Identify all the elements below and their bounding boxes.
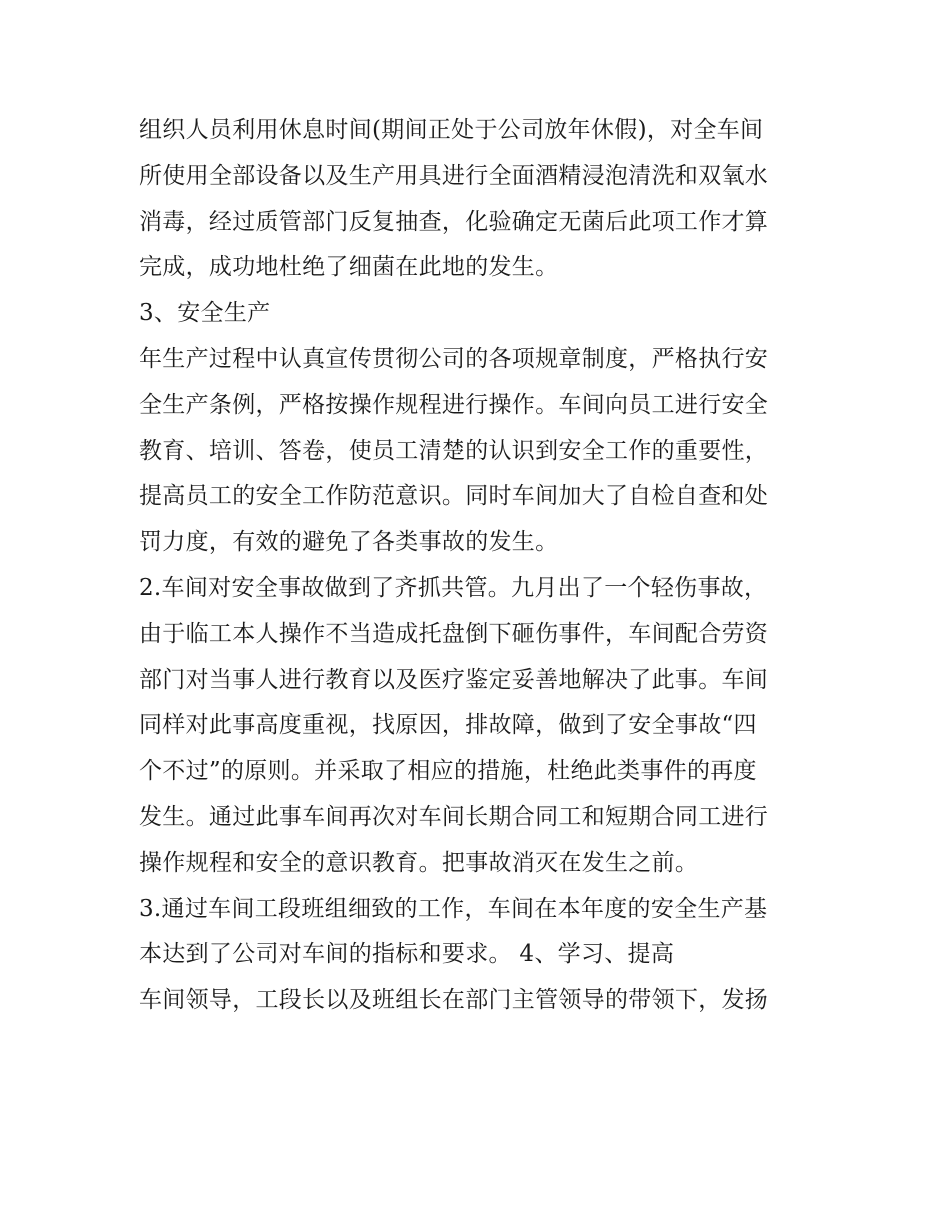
text-line: 本达到了公司对车间的指标和要求。 4、学习、提高 [139, 941, 675, 968]
text-line: 完成，成功地杜绝了细菌在此地的发生。 [139, 254, 559, 281]
text-line: 全生产条例，严格按操作规程进行操作。车间向员工进行安全 [139, 391, 769, 418]
text-line: 提高员工的安全工作防范意识。同时车间加大了自检自查和处 [139, 483, 769, 510]
text-line: 2.车间对安全事故做到了齐抓共管。九月出了一个轻伤事故， [139, 574, 768, 601]
text-line: 由于临工本人操作不当造成托盘倒下砸伤事件，车间配合劳资 [139, 620, 769, 647]
text-line: 所使用全部设备以及生产用具进行全面酒精浸泡清洗和双氧水 [139, 162, 769, 189]
text-line: 部门对当事人进行教育以及医疗鉴定妥善地解决了此事。车间 [139, 666, 769, 693]
text-line: 消毒，经过质管部门反复抽查，化验确定无菌后此项工作才算 [139, 208, 769, 235]
text-line: 车间领导，工段长以及班组长在部门主管领导的带领下，发扬 [139, 987, 769, 1014]
text-line: 教育、培训、答卷，使员工清楚的认识到安全工作的重要性， [139, 437, 769, 464]
document-body [139, 108, 829, 1024]
text-line: 操作规程和安全的意识教育。把事故消灭在发生之前。 [139, 849, 699, 876]
text-line: 3.通过车间工段班组细致的工作，车间在本年度的安全生产基 [139, 895, 768, 922]
text-line: 同样对此事高度重视，找原因，排故障，做到了安全事故“四 [139, 712, 757, 739]
text-line: 罚力度，有效的避免了各类事故的发生。 [139, 529, 559, 556]
section-heading-safety: 3、安全生产 [139, 300, 271, 327]
text-line: 年生产过程中认真宣传贯彻公司的各项规章制度，严格执行安 [139, 345, 769, 372]
text-line: 个不过”的原则。并采取了相应的措施，杜绝此类事件的再度 [139, 758, 757, 785]
text-line: 组织人员利用休息时间(期间正处于公司放年休假)，对全车间 [139, 117, 764, 143]
text-line: 发生。通过此事车间再次对车间长期合同工和短期合同工进行 [139, 803, 769, 830]
